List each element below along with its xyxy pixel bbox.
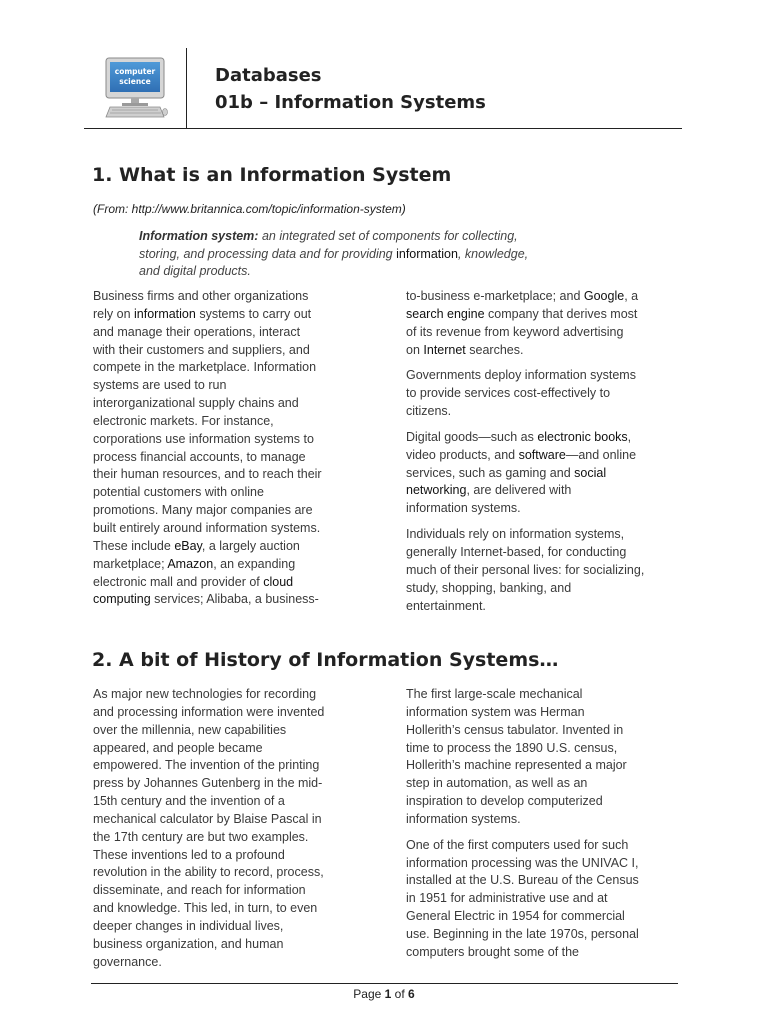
text-line bbox=[406, 562, 684, 580]
text-line bbox=[406, 367, 684, 385]
text-run: These include bbox=[93, 538, 175, 553]
text-run: much of their personal lives: for socializing, bbox=[406, 562, 645, 577]
text-line bbox=[406, 740, 684, 758]
text-line bbox=[93, 431, 365, 449]
text-line bbox=[93, 722, 365, 740]
text-line bbox=[406, 837, 684, 855]
hyperlink[interactable]: Internet bbox=[423, 342, 466, 357]
text-run: , a largely auction bbox=[201, 538, 300, 553]
hyperlink[interactable]: social bbox=[574, 465, 607, 480]
header-divider-vertical bbox=[186, 48, 187, 129]
text-run: their human resources, and to reach their bbox=[93, 467, 322, 482]
text-run: installed at the U.S. Bureau of the Census bbox=[406, 873, 639, 888]
text-run: and manage their operations, interact bbox=[93, 324, 301, 339]
text-run: information systems. bbox=[406, 501, 521, 516]
text-run: systems are used to run bbox=[93, 378, 227, 393]
text-line bbox=[406, 482, 684, 500]
hyperlink[interactable]: electronic books bbox=[537, 429, 628, 444]
text-run: with their customers and suppliers, and bbox=[93, 342, 310, 357]
text-line bbox=[406, 403, 684, 421]
text-line bbox=[93, 538, 365, 556]
text-line bbox=[93, 466, 365, 484]
text-run: empowered. The invention of the printing bbox=[93, 758, 320, 773]
section-1-left-column bbox=[93, 288, 365, 617]
hyperlink[interactable]: cloud bbox=[263, 574, 294, 589]
text-line bbox=[93, 757, 365, 775]
text-run: process financial accounts, to manage bbox=[93, 449, 306, 464]
text-line bbox=[406, 775, 684, 793]
text-run: to provide services cost-effectively to bbox=[406, 386, 611, 401]
definition-quote bbox=[139, 228, 609, 281]
logo-text-line2: science bbox=[119, 77, 151, 86]
text-line bbox=[93, 900, 365, 918]
text-run: built entirely around information systems. bbox=[93, 520, 321, 535]
text-run: These inventions led to a profound bbox=[93, 847, 285, 862]
text-line bbox=[93, 954, 365, 972]
text-run: Hollerith’s machine represented a major bbox=[406, 758, 627, 773]
text-line bbox=[93, 502, 365, 520]
text-line bbox=[406, 465, 684, 483]
text-line bbox=[406, 598, 684, 616]
text-run: , an expanding bbox=[213, 556, 296, 571]
text-run: deeper changes in individual lives, bbox=[93, 918, 284, 933]
text-run: appeared, and people became bbox=[93, 740, 263, 755]
hyperlink[interactable]: Google bbox=[583, 289, 625, 303]
text-run: interorganizational supply chains and bbox=[93, 396, 299, 411]
section-2-left-column bbox=[93, 686, 365, 980]
text-run: governance. bbox=[93, 954, 162, 969]
footer-divider bbox=[91, 983, 678, 984]
text-line bbox=[406, 288, 684, 306]
text-line bbox=[93, 775, 365, 793]
text-run: Digital goods—such as bbox=[406, 429, 538, 444]
text-line bbox=[406, 722, 684, 740]
text-run: company that derives most bbox=[484, 306, 638, 321]
text-run: study, shopping, banking, and bbox=[406, 580, 572, 595]
hyperlink[interactable]: information bbox=[134, 306, 196, 321]
information-link[interactable]: information bbox=[396, 246, 458, 261]
text-line bbox=[93, 324, 365, 342]
hyperlink[interactable]: computing bbox=[93, 592, 151, 607]
text-run: promotions. Many major companies are bbox=[93, 503, 313, 518]
paragraph bbox=[93, 686, 365, 972]
text-run: step in automation, as well as an bbox=[406, 776, 588, 791]
text-line bbox=[93, 847, 365, 865]
text-line bbox=[93, 811, 365, 829]
text-line bbox=[93, 342, 365, 360]
section-1-heading: 1. What is an Information System bbox=[92, 164, 452, 186]
text-line bbox=[93, 740, 365, 758]
text-line bbox=[93, 288, 365, 306]
text-line bbox=[406, 908, 684, 926]
text-run: systems to carry out bbox=[195, 306, 312, 321]
text-run: rely on bbox=[93, 306, 134, 321]
text-run: information processing was the UNIVAC I, bbox=[406, 855, 639, 870]
text-run: disseminate, and reach for information bbox=[93, 883, 306, 898]
text-line bbox=[406, 926, 684, 944]
text-line bbox=[93, 484, 365, 502]
text-line bbox=[406, 429, 684, 447]
text-run: , a bbox=[624, 289, 639, 303]
text-run: inspiration to develop computerized bbox=[406, 794, 603, 809]
text-run: information systems. bbox=[406, 811, 521, 826]
text-run: , are delivered with bbox=[466, 483, 572, 498]
text-line bbox=[93, 395, 365, 413]
text-run: to-business e-marketplace; and bbox=[406, 289, 584, 303]
text-line bbox=[93, 864, 365, 882]
hyperlink[interactable]: search engine bbox=[406, 306, 485, 321]
text-run: marketplace; bbox=[93, 556, 168, 571]
text-line bbox=[406, 704, 684, 722]
text-line bbox=[406, 306, 684, 324]
text-line bbox=[93, 556, 365, 574]
section-2-right-column bbox=[406, 686, 684, 970]
text-line bbox=[93, 704, 365, 722]
text-run: compete in the marketplace. Information bbox=[93, 360, 317, 375]
paragraph bbox=[406, 429, 684, 518]
text-line bbox=[406, 793, 684, 811]
text-run: of its revenue from keyword advertising bbox=[406, 324, 624, 339]
total-pages-number: 6 bbox=[408, 987, 415, 1001]
source-citation: (From: http://www.britannica.com/topic/information-system) bbox=[93, 202, 406, 216]
text-line bbox=[406, 757, 684, 775]
computer-science-logo bbox=[104, 57, 168, 119]
text-run: Business firms and other organizations bbox=[93, 289, 309, 303]
text-line bbox=[93, 413, 365, 431]
text-run: One of the first computers used for such bbox=[406, 837, 629, 852]
text-run: and processing information were invented bbox=[93, 704, 325, 719]
text-line bbox=[406, 944, 684, 962]
text-line bbox=[406, 686, 684, 704]
text-run: Governments deploy information systems bbox=[406, 368, 636, 383]
text-run: business organization, and human bbox=[93, 936, 284, 951]
text-line bbox=[93, 591, 365, 609]
paragraph bbox=[406, 686, 684, 829]
text-line bbox=[406, 544, 684, 562]
text-line bbox=[406, 855, 684, 873]
text-run: over the millennia, new capabilities bbox=[93, 722, 287, 737]
paragraph bbox=[406, 288, 684, 359]
paragraph bbox=[93, 288, 365, 609]
text-run: information system was Herman bbox=[406, 704, 585, 719]
paragraph bbox=[406, 526, 684, 615]
computer-icon bbox=[104, 57, 168, 119]
text-run: General Electric in 1954 for commercial bbox=[406, 909, 625, 924]
text-run: use. Beginning in the late 1970s, personal bbox=[406, 926, 639, 941]
paragraph bbox=[406, 837, 684, 962]
text-line bbox=[406, 447, 684, 465]
hyperlink[interactable]: networking bbox=[406, 483, 467, 498]
page-label: Page bbox=[353, 987, 385, 1001]
text-run: , bbox=[627, 429, 632, 444]
text-line bbox=[406, 526, 684, 544]
text-line bbox=[406, 324, 684, 342]
hyperlink[interactable]: eBay bbox=[174, 538, 202, 553]
current-page-number: 1 bbox=[384, 987, 392, 1001]
header-divider-horizontal bbox=[84, 128, 682, 129]
section-1-right-column bbox=[406, 288, 684, 623]
text-run: services, such as gaming and bbox=[406, 465, 575, 480]
text-line bbox=[93, 449, 365, 467]
text-run: potential customers with online bbox=[93, 485, 264, 500]
quote-term: Information system: bbox=[139, 229, 259, 243]
hyperlink[interactable]: software bbox=[518, 447, 566, 462]
lesson-title: 01b – Information Systems bbox=[215, 92, 486, 113]
text-run: video products, and bbox=[406, 447, 519, 462]
text-run: corporations use information systems to bbox=[93, 431, 314, 446]
text-line bbox=[93, 793, 365, 811]
text-line bbox=[93, 918, 365, 936]
text-run: As major new technologies for recording bbox=[93, 687, 317, 701]
text-line bbox=[93, 377, 365, 395]
text-line bbox=[93, 936, 365, 954]
text-run: Individuals rely on information systems, bbox=[406, 527, 625, 542]
text-run: citizens. bbox=[406, 404, 452, 419]
paragraph bbox=[406, 367, 684, 421]
text-run: press by Johannes Gutenberg in the mid- bbox=[93, 776, 323, 791]
text-line bbox=[406, 500, 684, 518]
text-line bbox=[93, 882, 365, 900]
text-run: entertainment. bbox=[406, 598, 486, 613]
text-line bbox=[406, 580, 684, 598]
text-line bbox=[406, 342, 684, 360]
text-run: mechanical calculator by Blaise Pascal in bbox=[93, 811, 322, 826]
text-line bbox=[93, 520, 365, 538]
text-line bbox=[406, 890, 684, 908]
text-run: time to process the 1890 U.S. census, bbox=[406, 740, 618, 755]
quote-line: and digital products. bbox=[139, 264, 251, 279]
text-run: in 1951 for administrative use and at bbox=[406, 891, 608, 906]
text-run: the 17th century are but two examples. bbox=[93, 829, 309, 844]
quote-line: Information system: an integrated set of components for collecting, bbox=[139, 229, 518, 243]
logo-text-line1: computer bbox=[114, 67, 156, 76]
text-run: The first large-scale mechanical bbox=[406, 687, 583, 701]
text-run: electronic mall and provider of bbox=[93, 574, 264, 589]
section-2-heading: 2. A bit of History of Information Systems… bbox=[92, 649, 559, 671]
text-line bbox=[93, 359, 365, 377]
page-of-label: of bbox=[391, 987, 409, 1001]
text-run: and knowledge. This led, in turn, to even bbox=[93, 901, 318, 916]
text-line bbox=[93, 829, 365, 847]
course-title: Databases bbox=[215, 65, 322, 86]
text-run: searches. bbox=[465, 342, 524, 357]
text-run: computers brought some of the bbox=[406, 944, 580, 959]
text-run: —and online bbox=[565, 447, 637, 462]
hyperlink[interactable]: Amazon bbox=[167, 556, 214, 571]
text-run: electronic markets. For instance, bbox=[93, 413, 274, 428]
text-run: services; Alibaba, a business- bbox=[150, 592, 319, 607]
text-run: Hollerith’s census tabulator. Invented in bbox=[406, 722, 624, 737]
text-run: generally Internet-based, for conducting bbox=[406, 544, 627, 559]
text-run: 15th century and the invention of a bbox=[93, 794, 285, 809]
text-run: on bbox=[406, 342, 424, 357]
text-line bbox=[406, 872, 684, 890]
text-line bbox=[93, 306, 365, 324]
text-line bbox=[93, 574, 365, 592]
text-line bbox=[406, 811, 684, 829]
document-title bbox=[215, 62, 486, 116]
quote-line: storing, and processing data and for providing information, knowledge, bbox=[139, 246, 529, 261]
text-line bbox=[406, 385, 684, 403]
text-line bbox=[93, 686, 365, 704]
text-run: revolution in the ability to record, process, bbox=[93, 865, 324, 880]
page-footer bbox=[0, 986, 768, 1002]
